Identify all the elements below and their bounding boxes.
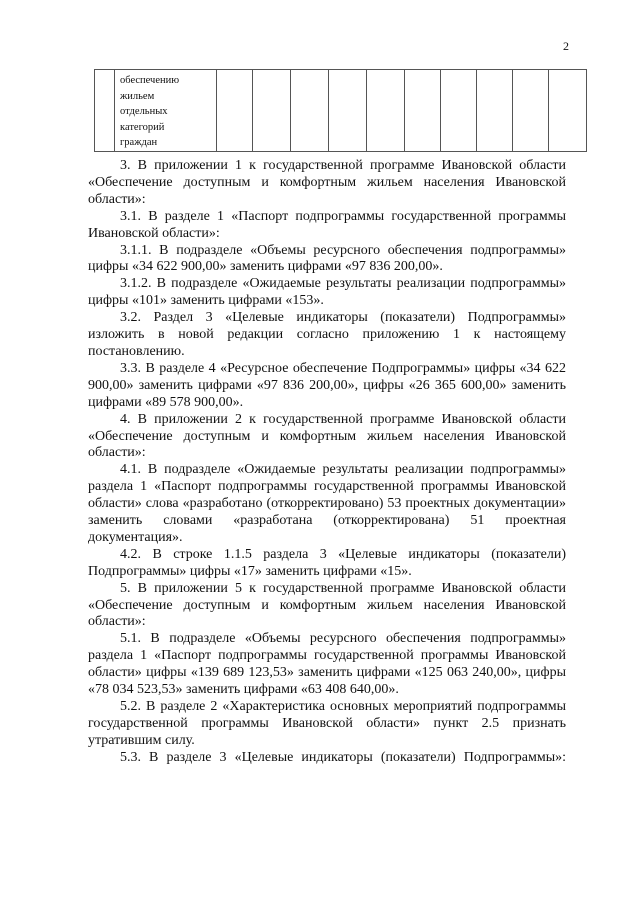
paragraph-5-2: 5.2. В разделе 2 «Характеристика основных мероприятий подпрограммы государственной программы Ивановской области» пункт 2.5 признать утратившим силу. bbox=[88, 699, 566, 748]
paragraph-5-1: 5.1. В подразделе «Объемы ресурсного обеспечения подпрограммы» раздела 1 «Паспорт подпрограммы государственной программы Ивановской области» цифры «139 689 123,53» заменить цифрами «125 063 240,00», цифры «78 034 523,53» заменить цифрами «63 408 640,00». bbox=[88, 631, 566, 698]
table-cell bbox=[513, 70, 549, 152]
cell-line: категорий bbox=[120, 121, 165, 133]
paragraph-3-1-1: 3.1.1. В подразделе «Объемы ресурсного обеспечения подпрограммы» цифры «34 622 900,00» заменить цифрами «97 836 200,00». bbox=[88, 242, 566, 275]
table-cell bbox=[329, 70, 367, 152]
paragraph-3-1: 3.1. В разделе 1 «Паспорт подпрограммы государственной программы Ивановской области»: bbox=[88, 208, 566, 241]
table-cell bbox=[441, 70, 477, 152]
cell-line: жильем bbox=[120, 90, 155, 102]
paragraph-3-3: 3.3. В разделе 4 «Ресурсное обеспечение Подпрограммы» цифры «34 622 900,00» заменить цифрами «97 836 200,00», цифры «26 365 600,00» заменить цифрами «89 578 900,00». bbox=[88, 360, 566, 410]
table-cell bbox=[217, 70, 253, 152]
document-body bbox=[88, 158, 566, 767]
paragraph-5-3: 5.3. В разделе 3 «Целевые индикаторы (показатели) Подпрограммы»: bbox=[120, 749, 566, 765]
paragraph-5: 5. В приложении 5 к государственной программе Ивановской области «Обеспечение доступным и комфортным жильем населения Ивановской области»: bbox=[88, 580, 566, 630]
table-row bbox=[95, 70, 587, 152]
table-cell bbox=[95, 70, 115, 152]
page-number: 2 bbox=[563, 39, 569, 53]
paragraph-3: 3. В приложении 1 к государственной программе Ивановской области «Обеспечение доступным и комфортным жильем населения Ивановской области»: bbox=[88, 158, 566, 207]
table-cell bbox=[291, 70, 329, 152]
table-cell bbox=[405, 70, 441, 152]
paragraph-3-2: 3.2. Раздел 3 «Целевые индикаторы (показатели) Подпрограммы» изложить в новой редакции согласно приложению 1 к настоящему постановлению. bbox=[88, 310, 566, 359]
paragraph-4-1: 4.1. В подразделе «Ожидаемые результаты реализации подпрограммы» раздела 1 «Паспорт подпрограммы государственной программы Ивановской области» слова «разработано (откорректировано) 53 проектных документации» заменить словами «разработана (откорректирована) 51 проектная документация». bbox=[88, 462, 566, 545]
cell-line: обеспечению bbox=[120, 75, 180, 86]
paragraph-4: 4. В приложении 2 к государственной программе Ивановской области «Обеспечение доступным и комфортным жильем населения Ивановской области»: bbox=[88, 411, 566, 461]
table-cell bbox=[477, 70, 513, 152]
table-cell bbox=[115, 70, 217, 152]
cell-line: отдельных bbox=[120, 106, 168, 118]
paragraph-4-2: 4.2. В строке 1.1.5 раздела 3 «Целевые индикаторы (показатели) Подпрограммы» цифры «17» заменить цифрами «15». bbox=[88, 546, 566, 579]
table-fragment bbox=[94, 69, 587, 152]
table-cell bbox=[253, 70, 291, 152]
cell-line: граждан bbox=[120, 137, 158, 149]
paragraph-3-1-2: 3.1.2. В подразделе «Ожидаемые результаты реализации подпрограммы» цифры «101» заменить цифрами «153». bbox=[88, 276, 566, 309]
cell-text bbox=[115, 70, 216, 151]
table-cell bbox=[549, 70, 587, 152]
table-cell bbox=[367, 70, 405, 152]
